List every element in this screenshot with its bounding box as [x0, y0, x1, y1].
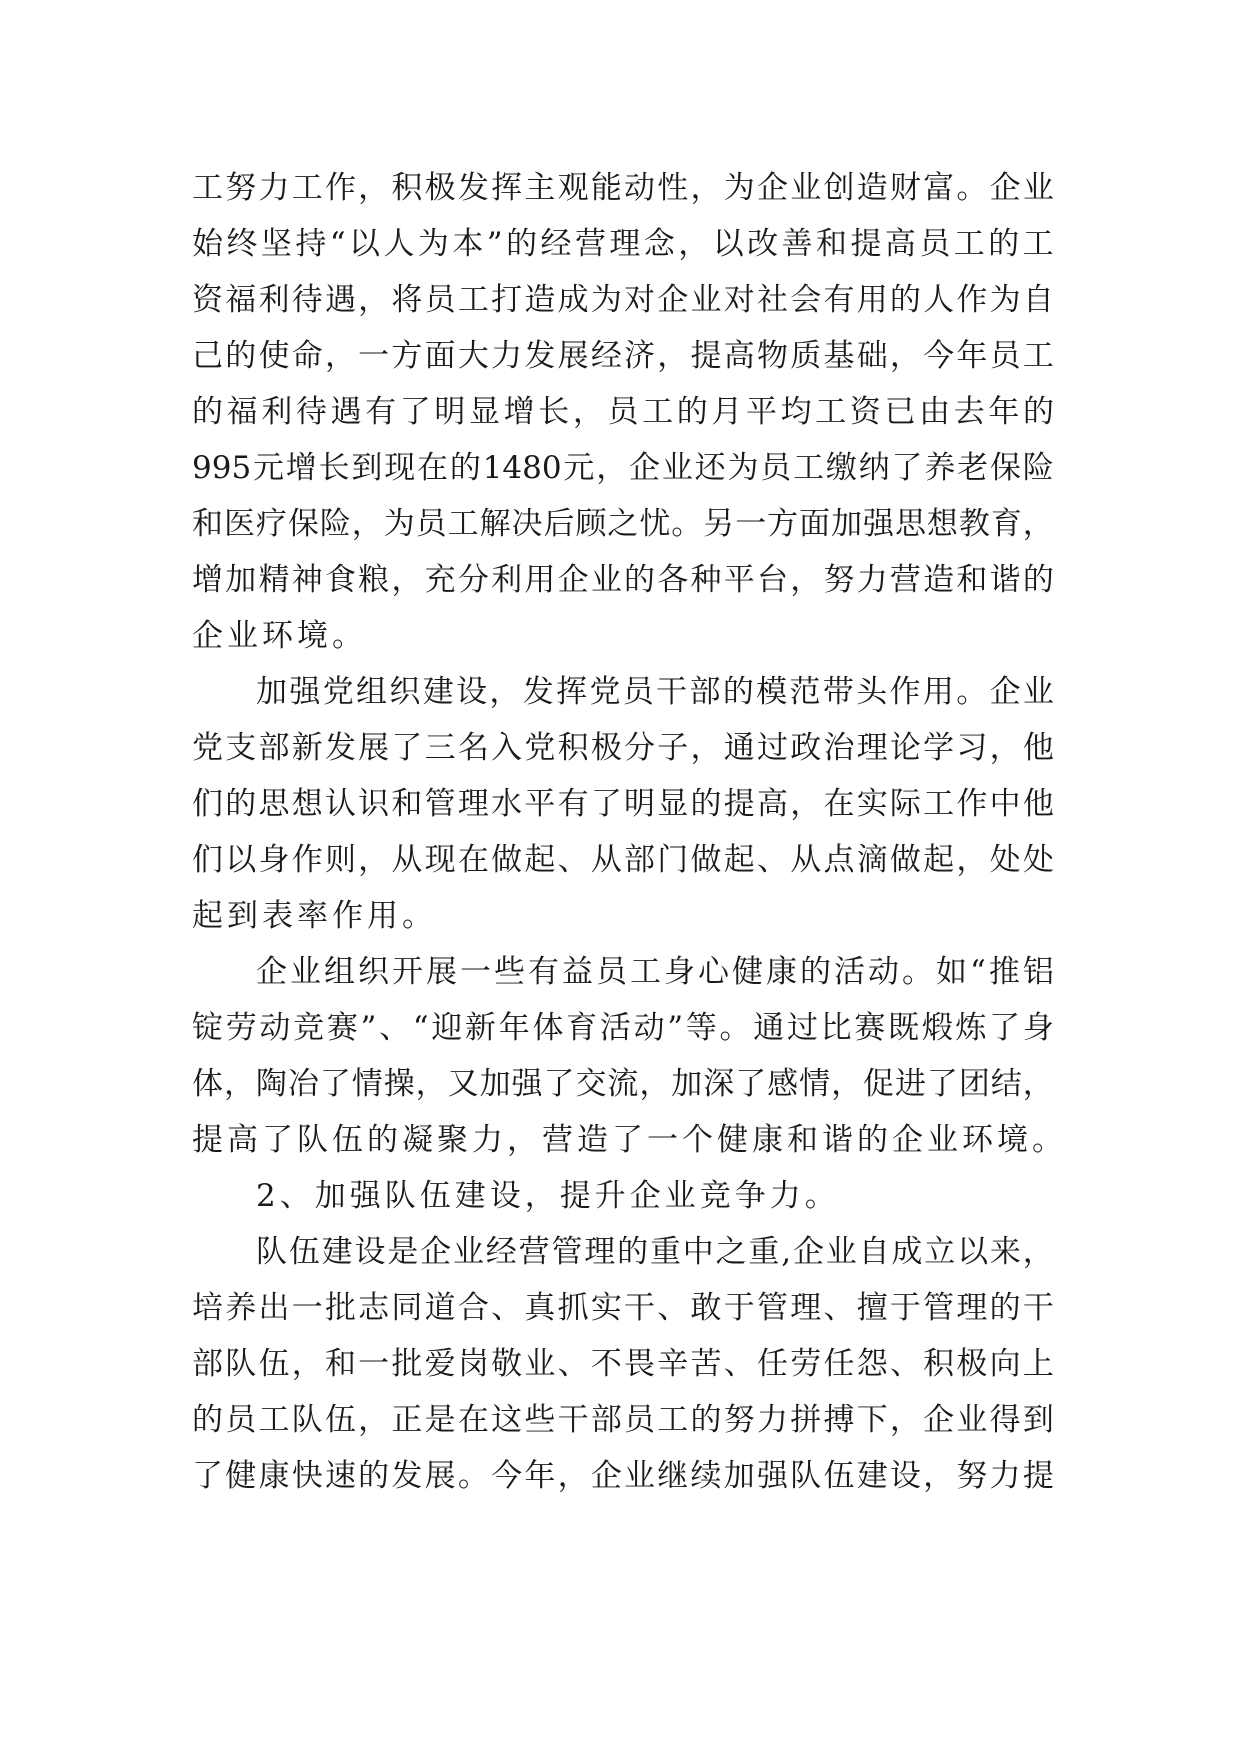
text-line: 工 努 力 工 作 ， 积 极 发 挥 主 观 能 动 性 ， 为 企 业 创 造 财 富 。 企 业 — [192, 170, 1054, 206]
text-line: 企 业 环 境 。 — [192, 618, 363, 654]
text-line: 起 到 表 率 作 用 。 — [192, 898, 433, 934]
text-line: 增 加 精 神 食 粮 ， 充 分 利 用 企 业 的 各 种 平 台 ， 努 力 营 造 和 谐 的 — [192, 562, 1054, 598]
text-line: 的 福 利 待 遇 有 了 明 显 增 长 ， 员 工 的 月 平 均 工 资 已 由 去 年 的 — [192, 394, 1054, 430]
text-line: 己 的 使 命 ， 一 方 面 大 力 发 展 经 济 ， 提 高 物 质 基 础 ， 今 年 员 工 — [192, 338, 1054, 374]
text-line: 提 高 了 队 伍 的 凝 聚 力 ， 营 造 了 一 个 健 康 和 谐 的 企 业 环 境 。 — [192, 1122, 1063, 1158]
text-line: 锭 劳 动 竞 赛 ” 、 “ 迎 新 年 体 育 活 动 ” 等 。 通 过 比 赛 既 煅 炼 了 身 — [192, 1010, 1054, 1046]
text-line: 们 以 身 作 则 ， 从 现 在 做 起 、 从 部 门 做 起 、 从 点 滴 做 起 ， 处 处 — [192, 842, 1054, 878]
document-body-text — [192, 160, 1063, 1504]
text-line: 们 的 思 想 认 识 和 管 理 水 平 有 了 明 显 的 提 高 ， 在 实 际 工 作 中 他 — [192, 786, 1054, 822]
text-line: 995 元 增 长 到 现 在 的 1480 元 ， 企 业 还 为 员 工 缴 纳 了 养 老 保 险 — [192, 450, 1054, 486]
text-line: 始 终 坚 持 “ 以 人 为 本 ” 的 经 营 理 念 ， 以 改 善 和 提 高 员 工 的 工 — [192, 226, 1054, 262]
text-line: 的 员 工 队 伍 ， 正 是 在 这 些 干 部 员 工 的 努 力 拼 搏 下 ， 企 业 得 到 — [192, 1402, 1054, 1438]
text-line: 队 伍 建 设 是 企 业 经 营 管 理 的 重 中 之 重 , 企 业 自 成 立 以 来 ， — [256, 1234, 1054, 1270]
text-line: 部 队 伍 ， 和 一 批 爱 岗 敬 业 、 不 畏 辛 苦 、 任 劳 任 怨 、 积 极 向 上 — [192, 1346, 1054, 1382]
text-line: 资 福 利 待 遇 ， 将 员 工 打 造 成 为 对 企 业 对 社 会 有 用 的 人 作 为 自 — [192, 282, 1054, 318]
text-line: 体 ， 陶 冶 了 情 操 ， 又 加 强 了 交 流 ， 加 深 了 感 情 ， 促 进 了 团 结 ， — [192, 1066, 1054, 1102]
text-line: 了 健 康 快 速 的 发 展 。 今 年 ， 企 业 继 续 加 强 队 伍 建 设 ， 努 力 提 — [192, 1458, 1054, 1494]
text-line: 2 、 加 强 队 伍 建 设 ， 提 升 企 业 竞 争 力 。 — [256, 1178, 836, 1214]
text-line: 加 强 党 组 织 建 设 ， 发 挥 党 员 干 部 的 模 范 带 头 作 用 。 企 业 — [256, 674, 1054, 710]
text-line: 和 医 疗 保 险 ， 为 员 工 解 决 后 顾 之 忧 。 另 一 方 面 加 强 思 想 教 育 ， — [192, 506, 1054, 542]
text-line: 企 业 组 织 开 展 一 些 有 益 员 工 身 心 健 康 的 活 动 。 如 “ 推 铝 — [256, 954, 1054, 990]
text-line: 培 养 出 一 批 志 同 道 合 、 真 抓 实 干 、 敢 于 管 理 、 擅 于 管 理 的 干 — [192, 1290, 1054, 1326]
text-line: 党 支 部 新 发 展 了 三 名 入 党 积 极 分 子 ， 通 过 政 治 理 论 学 习 ， 他 — [192, 730, 1054, 766]
